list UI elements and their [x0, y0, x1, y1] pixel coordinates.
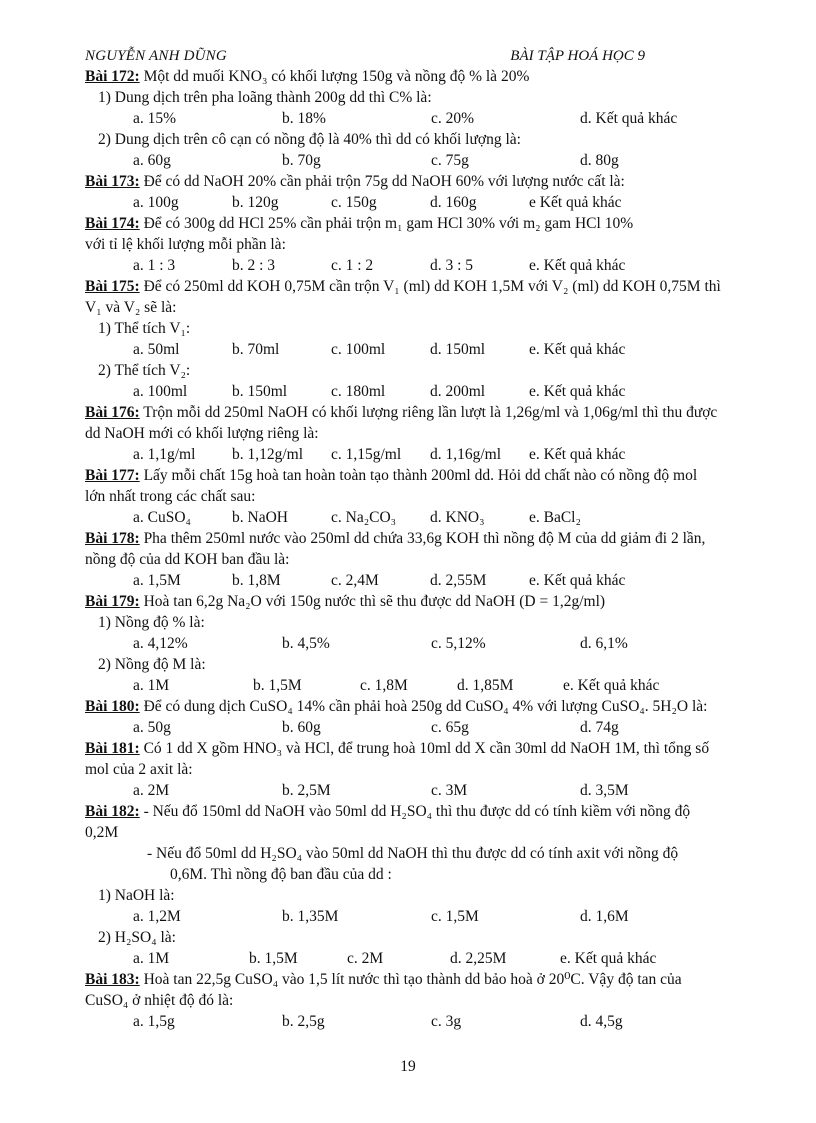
- option-a: a. 1M: [133, 677, 170, 694]
- answer-options: [85, 339, 785, 360]
- option-a: a. 1M: [133, 950, 170, 967]
- option-c: c. 1,15g/ml: [331, 446, 402, 463]
- option-a: a. 4,12%: [133, 635, 188, 652]
- option-d: d. 6,1%: [580, 635, 628, 652]
- option-a: a. 100g: [133, 194, 179, 211]
- option-d: d. KNO₃: [430, 509, 485, 526]
- problem-text: Để có 300g dd HCl 25% cần phải trộn m₁ gam HCl 30% với m₂ gam HCl 10%: [139, 215, 634, 232]
- option-c: c. 100ml: [331, 341, 386, 358]
- question: 1) NaOH là:: [98, 887, 175, 904]
- option-c: c. 1 : 2: [331, 257, 374, 274]
- option-d: d. 3,5M: [580, 782, 629, 799]
- problem-title: Bài 176:: [85, 404, 140, 421]
- problem-text: Để có dd NaOH 20% cần phải trộn 75g dd NaOH 60% với lượng nước cất là:: [139, 173, 625, 190]
- problem-text: Hoà tan 6,2g Na₂O với 150g nước thì sẽ thu được dd NaOH (D = 1,2g/ml): [139, 593, 606, 610]
- option-e: e. Kết quả khác: [529, 257, 626, 274]
- option-b: b. NaOH: [232, 509, 288, 526]
- problem-text-cont: dd NaOH mới có khối lượng riêng là:: [85, 425, 319, 442]
- option-e: e Kết quả khác: [529, 194, 622, 211]
- problem-text-cont: CuSO₄ ở nhiệt độ đó là:: [85, 992, 234, 1009]
- problem-text: Có 1 dd X gồm HNO₃ và HCl, để trung hoà 10ml dd X cần 30ml dd NaOH 1M, thì tổng số: [139, 740, 710, 757]
- option-a: a. 1,5g: [133, 1013, 175, 1030]
- option-a: a. 2M: [133, 782, 170, 799]
- problem-172: [85, 66, 785, 87]
- question: 1) Dung dịch trên pha loãng thành 200g dd thì C% là:: [98, 89, 432, 106]
- option-c: c. Na₂CO₃: [331, 509, 397, 526]
- question: 2) H₂SO₄ là:: [98, 929, 176, 946]
- question: 2) Nồng độ M là:: [98, 656, 206, 673]
- option-b: b. 1,5M: [249, 950, 298, 967]
- option-d: d. 1,16g/ml: [430, 446, 502, 463]
- book-title: BÀI TẬP HOÁ HỌC 9: [510, 48, 645, 64]
- option-e: e. Kết quả khác: [529, 446, 626, 463]
- problem-text: - Nếu đổ 150ml dd NaOH vào 50ml dd H₂SO₄ thì thu được dd có tính kiềm với nồng độ: [139, 803, 691, 820]
- problem-title: Bài 177:: [85, 467, 140, 484]
- question: 1) Thể tích V₁:: [98, 320, 191, 337]
- page-content: [85, 46, 785, 1032]
- option-c: c. 1,8M: [360, 677, 408, 694]
- problem-title: Bài 180:: [85, 698, 140, 715]
- answer-options: [85, 381, 785, 402]
- problem-title: Bài 174:: [85, 215, 140, 232]
- option-c: c. 5,12%: [431, 635, 486, 652]
- option-d: d. Kết quả khác: [580, 110, 678, 127]
- option-a: a. 60g: [133, 152, 171, 169]
- option-d: d. 2,25M: [450, 950, 507, 967]
- option-c: c. 2,4M: [331, 572, 379, 589]
- option-b: b. 4,5%: [282, 635, 330, 652]
- answer-options: [85, 948, 785, 969]
- problem-text-cont: lớn nhất trong các chất sau:: [85, 488, 256, 505]
- option-d: d. 1,6M: [580, 908, 629, 925]
- option-a: a. 50ml: [133, 341, 180, 358]
- option-c: c. 20%: [431, 110, 475, 127]
- problem-text: Trộn mỗi dd 250ml NaOH có khối lượng riêng lần lượt là 1,26g/ml và 1,06g/ml thì thu được: [139, 404, 718, 421]
- problem-176: [85, 402, 785, 423]
- answer-options: [85, 444, 785, 465]
- option-b: b. 2,5g: [282, 1013, 325, 1030]
- problem-174: [85, 213, 785, 234]
- option-c: c. 3M: [431, 782, 468, 799]
- problem-title: Bài 173:: [85, 173, 140, 190]
- answer-options: [85, 570, 785, 591]
- option-d: d. 4,5g: [580, 1013, 623, 1030]
- answer-options: [85, 192, 785, 213]
- option-d: d. 3 : 5: [430, 257, 474, 274]
- answer-options: [85, 906, 785, 927]
- problem-text: Để có dung dịch CuSO₄ 14% cần phải hoà 250g dd CuSO₄ 4% với lượng CuSO₄. 5H₂O là:: [139, 698, 708, 715]
- option-a: a. 1 : 3: [133, 257, 176, 274]
- option-b: b. 1,8M: [232, 572, 281, 589]
- problem-175: [85, 276, 785, 297]
- problem-text-cont: V₁ và V₂ sẽ là:: [85, 299, 177, 316]
- problem-title: Bài 182:: [85, 803, 140, 820]
- option-b: b. 2,5M: [282, 782, 331, 799]
- answer-options: [85, 780, 785, 801]
- option-b: b. 1,12g/ml: [232, 446, 304, 463]
- problem-text-cont: 0,2M: [85, 824, 119, 841]
- option-b: b. 120g: [232, 194, 279, 211]
- problem-text: Hoà tan 22,5g CuSO₄ vào 1,5 lít nước thì tạo thành dd bảo hoà ở 20⁰C. Vậy độ tan của: [139, 971, 682, 988]
- option-c: c. 75g: [431, 152, 469, 169]
- option-c: c. 3g: [431, 1013, 462, 1030]
- answer-options: [85, 108, 785, 129]
- option-a: a. 1,2M: [133, 908, 181, 925]
- option-e: e. Kết quả khác: [529, 572, 626, 589]
- answer-options: [85, 507, 785, 528]
- problem-182: [85, 801, 785, 822]
- answer-options: [85, 633, 785, 654]
- option-b: b. 150ml: [232, 383, 288, 400]
- option-a: a. CuSO₄: [133, 509, 191, 526]
- page-number: 19: [400, 1058, 416, 1075]
- answer-options: [85, 717, 785, 738]
- problem-text: Một dd muối KNO₃ có khối lượng 150g và nồng độ % là 20%: [139, 68, 530, 85]
- problem-181: [85, 738, 785, 759]
- option-e: e. Kết quả khác: [529, 383, 626, 400]
- page-header: [85, 46, 785, 66]
- problem-183: [85, 969, 785, 990]
- problem-173: [85, 171, 785, 192]
- problem-text-cont: nồng độ của dd KOH ban đầu là:: [85, 551, 290, 568]
- answer-options: [85, 150, 785, 171]
- option-b: b. 60g: [282, 719, 321, 736]
- option-b: b. 18%: [282, 110, 326, 127]
- option-c: c. 2M: [347, 950, 384, 967]
- option-c: c. 1,5M: [431, 908, 479, 925]
- option-d: d. 74g: [580, 719, 619, 736]
- problem-text-bullet: - Nếu đổ 50ml dd H₂SO₄ vào 50ml dd NaOH thì thu được dd có tính axit với nồng độ: [147, 845, 679, 862]
- problem-180: [85, 696, 785, 717]
- problem-text: Pha thêm 250ml nước vào 250ml dd chứa 33,6g KOH thì nồng độ M của dd giảm đi 2 lần,: [139, 530, 706, 547]
- problem-title: Bài 183:: [85, 971, 140, 988]
- option-b: b. 1,35M: [282, 908, 339, 925]
- problem-title: Bài 178:: [85, 530, 140, 547]
- option-a: a. 100ml: [133, 383, 188, 400]
- option-d: d. 80g: [580, 152, 619, 169]
- problem-text: Lấy mỗi chất 15g hoà tan hoàn toàn tạo thành 200ml dd. Hỏi dd chất nào có nồng độ mol: [139, 467, 698, 484]
- question: 2) Dung dịch trên cô cạn có nồng độ là 40% thì dd có khối lượng là:: [98, 131, 521, 148]
- problem-title: Bài 175:: [85, 278, 140, 295]
- option-b: b. 70ml: [232, 341, 280, 358]
- question: 2) Thể tích V₂:: [98, 362, 191, 379]
- option-e: e. Kết quả khác: [529, 341, 626, 358]
- option-c: c. 65g: [431, 719, 469, 736]
- problem-title: Bài 172:: [85, 68, 140, 85]
- option-c: c. 150g: [331, 194, 377, 211]
- problem-179: [85, 591, 785, 612]
- problem-title: Bài 181:: [85, 740, 140, 757]
- answer-options: [85, 675, 785, 696]
- problem-text: Để có 250ml dd KOH 0,75M cần trộn V₁ (ml) dd KOH 1,5M với V₂ (ml) dd KOH 0,75M thì: [139, 278, 721, 295]
- option-d: d. 200ml: [430, 383, 486, 400]
- option-e: e. BaCl₂: [529, 509, 581, 526]
- problem-text-cont: 0,6M. Thì nồng độ ban đầu của dd :: [170, 866, 392, 883]
- option-a: a. 1,1g/ml: [133, 446, 196, 463]
- option-a: a. 15%: [133, 110, 177, 127]
- problem-text-cont: mol của 2 axit là:: [85, 761, 193, 778]
- answer-options: [85, 1011, 785, 1032]
- option-b: b. 2 : 3: [232, 257, 276, 274]
- problem-178: [85, 528, 785, 549]
- option-b: b. 1,5M: [253, 677, 302, 694]
- author-name: NGUYỄN ANH DŨNG: [85, 48, 227, 64]
- option-d: d. 160g: [430, 194, 477, 211]
- option-a: a. 50g: [133, 719, 171, 736]
- option-c: c. 180ml: [331, 383, 386, 400]
- question: 1) Nồng độ % là:: [98, 614, 205, 631]
- answer-options: [85, 255, 785, 276]
- option-d: d. 1,85M: [457, 677, 514, 694]
- problem-177: [85, 465, 785, 486]
- problem-title: Bài 179:: [85, 593, 140, 610]
- option-a: a. 1,5M: [133, 572, 181, 589]
- option-e: e. Kết quả khác: [560, 950, 657, 967]
- option-d: d. 150ml: [430, 341, 486, 358]
- option-b: b. 70g: [282, 152, 321, 169]
- option-d: d. 2,55M: [430, 572, 487, 589]
- problem-text-cont: với tỉ lệ khối lượng mỗi phần là:: [85, 236, 286, 253]
- option-e: e. Kết quả khác: [563, 677, 660, 694]
